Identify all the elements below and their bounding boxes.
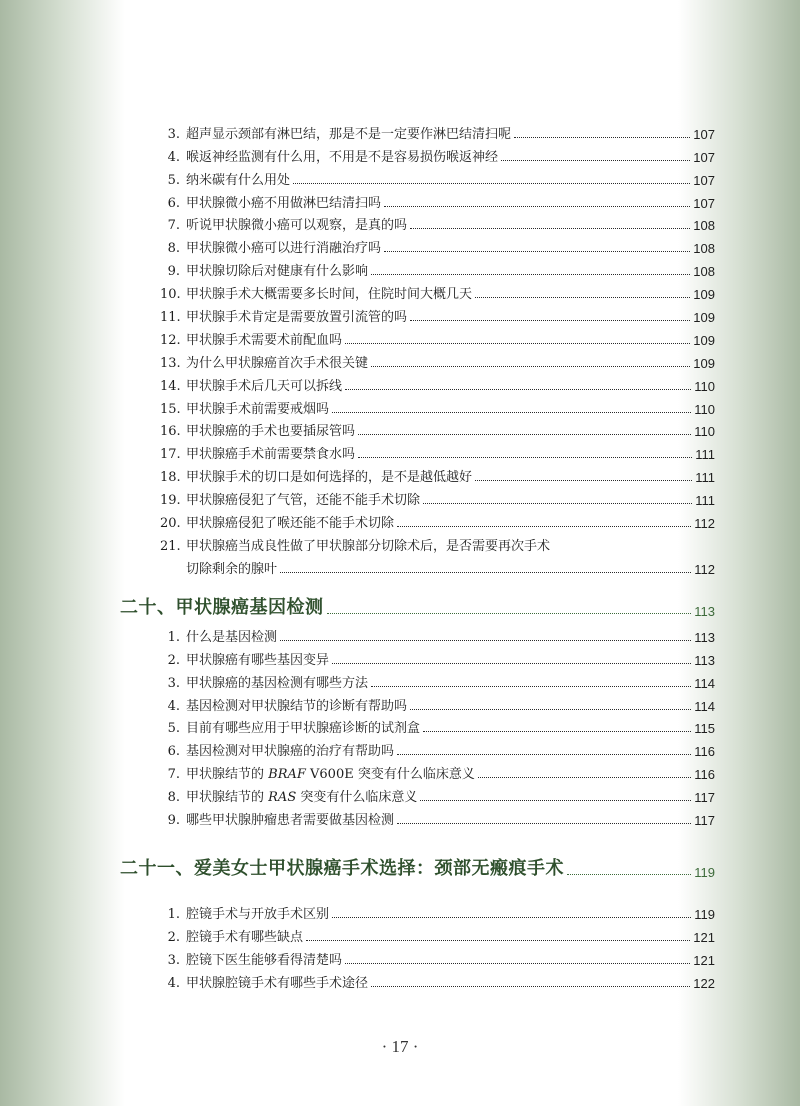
entry-number: 9. [167,264,180,280]
toc-entry[interactable] [160,668,715,691]
entry-page-number: 111 [695,470,715,486]
toc-entry[interactable] [160,211,715,234]
dot-leader [332,411,691,413]
entry-page-number: 108 [693,218,715,234]
entry-title: 甲状腺手术后几天可以拆线 [186,378,343,394]
section-title: 二十、甲状腺癌基因检测 [120,597,324,618]
entry-title: 甲状腺手术大概需要多长时间，住院时间大概几天 [186,287,473,303]
toc-entry[interactable] [160,256,715,279]
toc-entry[interactable] [160,485,715,508]
entry-page-number: 108 [693,241,715,257]
toc-entry[interactable] [160,233,715,256]
dot-leader [280,571,691,573]
entry-number: 16. [160,424,181,440]
dot-leader [327,612,692,614]
entry-title: 甲状腺手术的切口是如何选择的，是不是越低越好 [186,470,473,486]
toc-entry[interactable] [160,782,715,805]
toc-list-section-19 [160,119,715,531]
toc-entry[interactable] [160,645,715,668]
dot-leader [358,456,692,458]
dot-leader [332,662,691,664]
entry-title: 哪些甲状腺肿瘤患者需要做基因检测 [186,812,395,828]
dot-leader [397,753,691,755]
entry-title: 甲状腺手术需要术前配血吗 [186,332,343,348]
entry-page-number: 109 [693,287,715,303]
entry-number: 14. [160,378,181,394]
entry-number: 6. [167,195,180,211]
dot-leader [371,985,690,987]
dot-leader [384,205,690,207]
dot-leader [423,730,691,732]
toc-entry[interactable] [160,922,715,945]
toc-entry[interactable] [160,302,715,325]
entry-title: 目前有哪些应用于甲状腺癌诊断的试剂盒 [186,721,421,737]
toc-entry[interactable] [160,899,715,922]
entry-page-number: 121 [693,952,715,968]
entry-page-number: 110 [694,378,715,394]
entry-page-number: 119 [694,906,715,922]
entry-page-number: 107 [693,195,715,211]
dot-leader [397,525,691,527]
entry-number: 18. [160,470,181,486]
entry-page-number: 116 [694,744,715,760]
entry-title: 腔镜手术与开放手术区别 [186,906,330,922]
entry-page-number: 117 [694,812,715,828]
toc-entry[interactable] [160,508,715,531]
dot-leader [410,708,691,710]
toc-entry[interactable] [160,531,715,577]
toc-entry[interactable] [160,165,715,188]
entry-number: 7. [167,766,180,782]
entry-number: 21. [160,538,181,554]
toc-entry[interactable] [160,759,715,782]
entry-title: 甲状腺手术肯定是需要放置引流管的吗 [186,310,408,326]
dot-leader [410,319,690,321]
dot-leader [371,273,690,275]
dot-leader [306,939,690,941]
entry-number: 8. [167,241,180,257]
toc-entry[interactable] [160,736,715,759]
entry-number: 9. [167,812,180,828]
dot-leader [478,776,691,778]
entry-title: 甲状腺结节的 RAS 突变有什么临床意义 [186,789,418,805]
entry-page-number: 110 [694,424,715,440]
dot-leader [345,962,690,964]
entry-page-number: 113 [694,652,715,668]
toc-entry[interactable] [160,439,715,462]
dot-leader [280,639,691,641]
toc-entry[interactable] [160,188,715,211]
dot-leader [371,685,691,687]
dot-leader [514,136,690,138]
entry-page-number: 107 [693,126,715,142]
entry-page-number: 109 [693,355,715,371]
toc-entry[interactable] [160,945,715,968]
entry-page-number: 111 [695,447,715,463]
entry-page-number: 112 [694,561,715,577]
entry-number: 3. [167,675,180,691]
entry-title: 甲状腺腔镜手术有哪些手术途径 [186,975,369,991]
entry-title: 腔镜手术有哪些缺点 [186,929,304,945]
dot-leader [397,822,691,824]
dot-leader [410,227,690,229]
entry-title: 甲状腺结节的 BRAF V600E 突变有什么临床意义 [186,766,475,782]
entry-page-number: 112 [694,516,715,532]
toc-list-item-21 [160,531,715,577]
entry-number: 4. [167,149,180,165]
toc-entry[interactable] [160,805,715,828]
entry-page-number: 109 [693,310,715,326]
dot-leader [501,159,690,161]
entry-page-number: 111 [695,493,715,509]
entry-number: 7. [167,218,180,234]
gene-name: BRAF [268,766,306,782]
entry-page-number: 107 [693,149,715,165]
entry-page-number: 122 [693,975,715,991]
toc-entry[interactable] [160,348,715,371]
dot-leader [567,873,691,875]
entry-title: 甲状腺癌侵犯了喉还能不能手术切除 [186,516,395,532]
entry-title-continued: 切除剩余的腺叶 [186,561,278,577]
toc-entry[interactable] [160,714,715,737]
entry-number: 20. [160,516,181,532]
entry-page-number: 114 [694,675,715,691]
entry-title: 什么是基因检测 [186,629,278,645]
entry-number: 11. [160,310,181,326]
entry-number: 8. [167,789,180,805]
gene-name: RAS [268,789,297,805]
entry-number: 4. [167,698,180,714]
entry-title: 喉返神经监测有什么用，不用是不是容易损伤喉返神经 [186,149,499,165]
entry-page-number: 113 [694,629,715,645]
section-title: 二十一、爱美女士甲状腺癌手术选择：颈部无瘢痕手术 [120,858,564,879]
dot-leader [345,388,691,390]
page-number-footer: · 17 · [381,1037,419,1056]
entry-title: 基因检测对甲状腺结节的诊断有帮助吗 [186,698,408,714]
dot-leader [332,916,691,918]
toc-entry[interactable] [160,968,715,991]
dot-leader [384,250,690,252]
entry-number: 17. [160,447,181,463]
toc-entry[interactable] [160,142,715,165]
entry-number: 15. [160,401,181,417]
entry-number: 2. [167,929,180,945]
entry-page-number: 116 [694,766,715,782]
toc-entry[interactable] [160,119,715,142]
dot-leader [345,342,690,344]
dot-leader [293,182,690,184]
entry-title: 纳米碳有什么用处 [186,172,291,188]
dot-leader [475,479,692,481]
toc-entry[interactable] [160,622,715,645]
entry-page-number: 114 [694,698,715,714]
dot-leader [475,296,690,298]
entry-number: 5. [167,172,180,188]
toc-entry[interactable] [160,325,715,348]
entry-page-number: 117 [694,789,715,805]
toc-list-section-21 [160,899,715,991]
entry-number: 1. [167,629,180,645]
entry-title: 甲状腺癌手术前需要禁食水吗 [186,447,356,463]
entry-title: 甲状腺癌有哪些基因变异 [186,652,330,668]
toc-entry[interactable] [160,462,715,485]
toc-list-section-20 [160,622,715,759]
entry-title: 甲状腺癌侵犯了气管，还能不能手术切除 [186,493,421,509]
section-page-number: 113 [694,604,715,619]
entry-page-number: 109 [693,332,715,348]
toc-entry[interactable] [160,417,715,440]
section-heading-20[interactable] [120,597,715,619]
entry-title: 甲状腺手术前需要戒烟吗 [186,401,330,417]
entry-page-number: 108 [693,264,715,280]
entry-title: 听说甲状腺微小癌可以观察，是真的吗 [186,218,408,234]
entry-page-number: 121 [693,929,715,945]
dot-leader [371,365,690,367]
section-heading-21[interactable] [120,858,715,880]
entry-page-number: 110 [694,401,715,417]
entry-title: 超声显示颈部有淋巴结，那是不是一定要作淋巴结清扫呢 [186,126,512,142]
entry-number: 13. [160,355,181,371]
entry-title: 基因检测对甲状腺癌的治疗有帮助吗 [186,744,395,760]
entry-number: 19. [160,493,181,509]
entry-number: 5. [167,721,180,737]
entry-number: 10. [160,287,181,303]
toc-entry[interactable] [160,691,715,714]
entry-number: 1. [167,906,180,922]
entry-title: 甲状腺癌的手术也要插尿管吗 [186,424,356,440]
entry-number: 12. [160,332,181,348]
dot-leader [358,433,691,435]
entry-page-number: 115 [694,721,715,737]
entry-title: 甲状腺癌的基因检测有哪些方法 [186,675,369,691]
entry-title: 甲状腺微小癌可以进行消融治疗吗 [186,241,382,257]
toc-list-section-20-cont [160,759,715,828]
entry-title: 甲状腺切除后对健康有什么影响 [186,264,369,280]
entry-number: 3. [167,952,180,968]
entry-page-number: 107 [693,172,715,188]
entry-title: 甲状腺微小癌不用做淋巴结清扫吗 [186,195,382,211]
entry-title: 为什么甲状腺癌首次手术很关键 [186,355,369,371]
dot-leader [423,502,692,504]
entry-number: 6. [167,744,180,760]
entry-number: 3. [167,126,180,142]
toc-entry[interactable] [160,371,715,394]
toc-entry[interactable] [160,394,715,417]
section-page-number: 119 [694,865,715,880]
dot-leader [420,799,691,801]
entry-number: 4. [167,975,180,991]
toc-entry[interactable] [160,279,715,302]
entry-title: 腔镜下医生能够看得清楚吗 [186,952,343,968]
entry-title: 甲状腺癌当成良性做了甲状腺部分切除术后，是否需要再次手术 [186,538,551,554]
entry-number: 2. [167,652,180,668]
